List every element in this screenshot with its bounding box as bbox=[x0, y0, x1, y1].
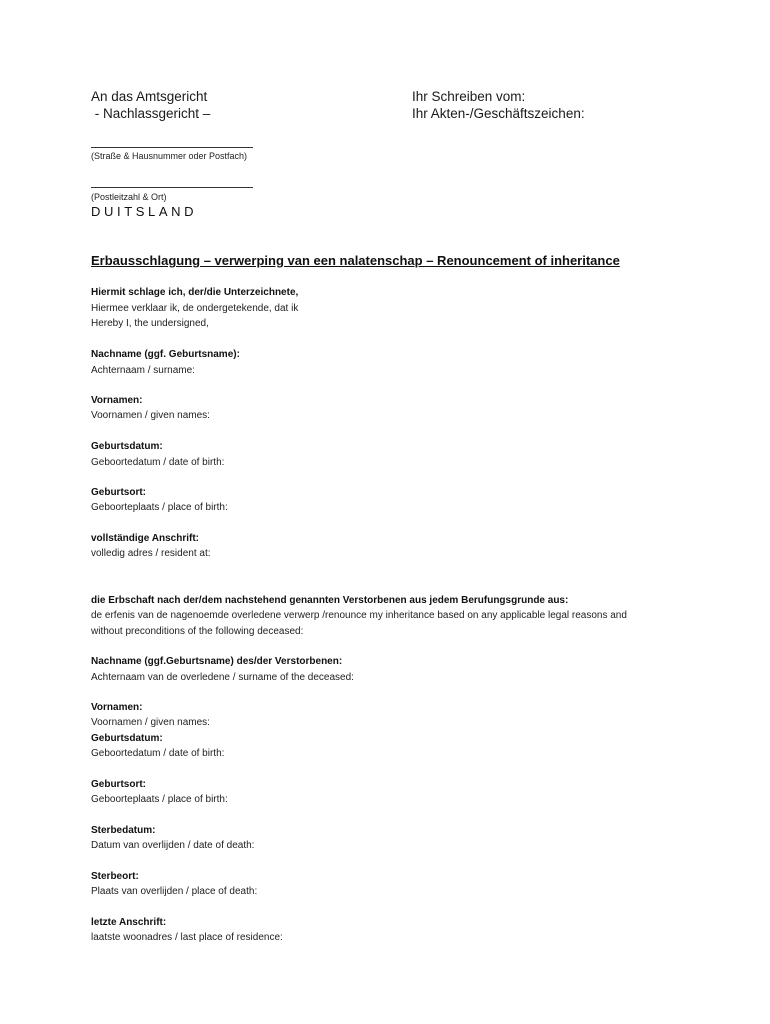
deceased-surname-label-de: Nachname (ggf.Geburtsname) des/der Verstorbenen: bbox=[91, 656, 343, 667]
city-hint: (Postleitzahl & Ort) bbox=[91, 192, 167, 202]
deceased-given-names-label-de: Vornamen: bbox=[91, 702, 143, 713]
last-address-label: laatste woonadres / last place of residence: bbox=[91, 932, 283, 943]
court-line-1: An das Amtsgericht bbox=[91, 89, 208, 104]
street-line bbox=[91, 147, 253, 148]
deceased-given-names-label: Voornamen / given names: bbox=[91, 717, 210, 728]
country: DUITSLAND bbox=[91, 204, 198, 219]
renounce-de: die Erbschaft nach der/dem nachstehend genannten Verstorbenen aus jedem Berufungsgrunde aus: bbox=[91, 595, 569, 606]
dob-label-de: Geburtsdatum: bbox=[91, 441, 163, 452]
letter-date-label: Ihr Schreiben vom: bbox=[412, 89, 526, 104]
place-of-death-label: Plaats van overlijden / place of death: bbox=[91, 886, 258, 897]
deceased-surname-label: Achternaam van de overledene / surname of the deceased: bbox=[91, 672, 354, 683]
pob-label: Geboorteplaats / place of birth: bbox=[91, 502, 228, 513]
intro-de: Hiermit schlage ich, der/die Unterzeichnete, bbox=[91, 287, 299, 298]
address-label: volledig adres / resident at: bbox=[91, 548, 211, 559]
surname-label: Achternaam / surname: bbox=[91, 365, 195, 376]
deceased-pob-label-de: Geburtsort: bbox=[91, 779, 146, 790]
street-hint: (Straße & Hausnummer oder Postfach) bbox=[91, 151, 248, 161]
place-of-death-label-de: Sterbeort: bbox=[91, 871, 139, 882]
given-names-label: Voornamen / given names: bbox=[91, 410, 210, 421]
given-names-label-de: Vornamen: bbox=[91, 395, 143, 406]
deceased-pob-label: Geboorteplaats / place of birth: bbox=[91, 794, 228, 805]
last-address-label-de: letzte Anschrift: bbox=[91, 917, 167, 928]
renounce-nl-en-line-2: without preconditions of the following deceased: bbox=[91, 626, 304, 637]
court-line-2: - Nachlassgericht – bbox=[91, 106, 211, 121]
intro-en: Hereby I, the undersigned, bbox=[91, 318, 209, 329]
deceased-dob-label-de: Geburtsdatum: bbox=[91, 733, 163, 744]
city-line bbox=[91, 187, 253, 188]
reference-label: Ihr Akten-/Geschäftszeichen: bbox=[412, 106, 585, 121]
intro-nl: Hiermee verklaar ik, de ondergetekende, dat ik bbox=[91, 303, 299, 314]
address-label-de: vollständige Anschrift: bbox=[91, 533, 199, 544]
surname-label-de: Nachname (ggf. Geburtsname): bbox=[91, 349, 240, 360]
document-title: Erbausschlagung – verwerping van een nalatenschap – Renouncement of inheritance bbox=[91, 253, 620, 268]
date-of-death-label: Datum van overlijden / date of death: bbox=[91, 840, 255, 851]
deceased-dob-label: Geboortedatum / date of birth: bbox=[91, 748, 225, 759]
pob-label-de: Geburtsort: bbox=[91, 487, 146, 498]
dob-label: Geboortedatum / date of birth: bbox=[91, 457, 225, 468]
date-of-death-label-de: Sterbedatum: bbox=[91, 825, 156, 836]
renounce-nl-en-line-1: de erfenis van de nagenoemde overledene verwerp /renounce my inheritance based on any applicable legal reasons and bbox=[91, 610, 627, 621]
